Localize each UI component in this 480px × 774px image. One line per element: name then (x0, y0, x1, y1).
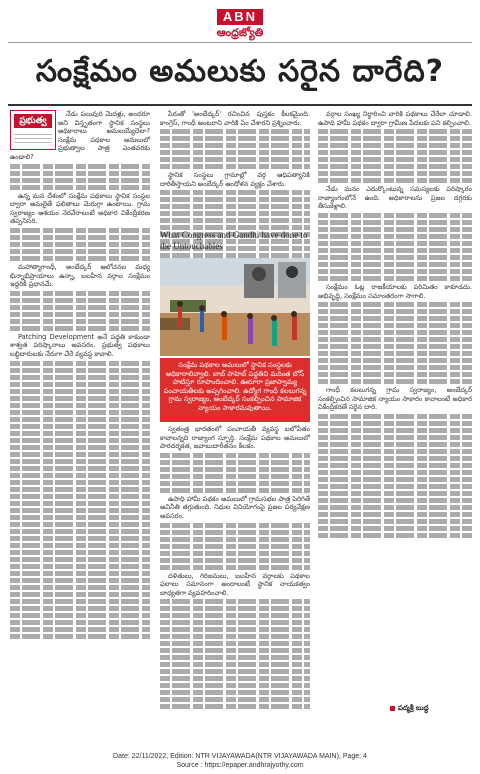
col2b-paragraph: ఉపాధి హామీ పథకం అమలులో గ్రామసభల పాత్ర పెరిగితే అవినీతి తగ్గుతుంది. నిధుల వినియోగంపై ప్రజల పర్యవేక్షణ అవసరం. (160, 494, 310, 520)
col2b-paragraph: దళితులు, గిరిజనులు, బలహీన వర్గాలకు పథకాల ఫలాలు సమానంగా అందాలంటే స్థానిక నాయకత్వం బాధ్యతగా వ్యవహరించాలి. (160, 571, 310, 597)
page-footer (0, 752, 480, 770)
workers-photo-illustration (160, 258, 310, 356)
col3-paragraph: గాంధీ కలలుగన్న గ్రామ స్వరాజ్యం, అంబేద్కర్ సంకల్పించిన సామాజిక న్యాయం సాకారం కావాలంటే అధికార వికేంద్రీకరణే సరైన దారి. (318, 386, 472, 412)
article-column-3 (318, 110, 472, 718)
section-badge (10, 110, 56, 150)
badge-decoration (14, 131, 52, 146)
abn-logo (217, 6, 263, 40)
col1-paragraph: మహాత్మాగాంధీ, అంబేద్కర్ ఆలోచనల మధ్య భిన్నాభిప్రాయాలు ఉన్నా, బలహీన వర్గాల సంక్షేమం ఇద్దరికీ ప్రధానమే. (10, 262, 150, 289)
pull-quote: What Congress and Gandhi have done to the Untouchables (160, 230, 308, 251)
author-byline (390, 704, 429, 714)
headline-divider (8, 104, 472, 106)
col3-paragraph: నేడు మనం ఎదుర్కొంటున్న సమస్యలకు పరిష్కారం రాజ్యాంగంలోనే ఉంది. అధికారాలను ప్రజల దగ్గరకు తీసుకెళ్లాలి. (318, 185, 472, 211)
article-column-2-lower (160, 425, 310, 717)
brand-logo-text: ABN (217, 9, 263, 25)
col2-paragraph: స్థానిక సంస్థలు గ్రామాల్లో వర్గ ఆధిపత్యానికి దారితీస్తాయని అంబేద్కర్ ఆందోళన వ్యక్తం చేశారు. (160, 171, 310, 188)
article-column-1 (10, 110, 150, 718)
col1-paragraph: నేడు పలువురి మెదళ్లు, అందరూ అని విస్తృతంగా స్థానిక సంస్థలు అధికారాలు అమలయ్యేదెలా? సంక్షేమ పథకాల అమలులో ప్రభుత్వాల పాత్ర ఎంతవరకు ఉండాలి? (10, 110, 150, 161)
col3-paragraph: సంక్షేమం ఓట్ల రాజకీయాలకు పరిమితం కాకూడదు. అభివృద్ధి, సంక్షేమం సమాంతరంగా సాగాలి. (318, 282, 472, 300)
article-headline: సంక్షేమం అమలుకు సరైన దారేది? (35, 54, 445, 89)
footer-edition-info: Date: 22/11/2022, Edition: NTR VIJAYAWADA(NTR VIJAYAWADA MAIN), Page: 4 (113, 753, 367, 760)
byline-bullet-icon (390, 706, 395, 711)
photo-caption: సంక్షేమ పథకాల అమలులో స్థానిక సంస్థలకు అధికారాలివ్వాలి. బాబ్ సాహెబ్ పద్ధతిని మరింత బోస్ పాటిస్తూ రూపొందించాలి. ఊరూరా ప్రజాస్వామ్య పంచాయతీలకు అప్పగించాలి. ఉద్యోగ గాంధీ కలలుగన్న గ్రామ స్వరాజ్యం, అంబేద్కర్ సంకల్పించిన సామాజిక న్యాయం సాకారమవుతాయి. (160, 358, 310, 422)
masthead (0, 6, 480, 40)
top-divider (8, 42, 472, 43)
sub-brand-logo-text: ఆంధ్రజ్యోతి (216, 26, 264, 39)
col1-paragraph: ఉన్న మన దేశంలో సంక్షేమ పథకాలు స్థానిక సంస్థల ద్వారా అమలైతే ఫలితాలు మెరుగ్గా ఉంటాయి. గ్రామ స్వరాజ్యం ఆశయం నెరవేరాలంటే అధికార వికేంద్రీకరణ తప్పనిసరి. (10, 191, 150, 226)
footer-source-link[interactable]: Source : https://epaper.andhrajyothy.com (176, 762, 304, 769)
article-photo (160, 258, 310, 356)
col1-paragraph: Patching Development అనే పద్ధతి కాకుండా శాశ్వత పరిష్కారాలు అవసరం. ప్రభుత్వ పథకాలు లబ్ధిదారులకు నేరుగా చేరే వ్యవస్థ కావాలి. (10, 332, 150, 358)
col2-paragraph: పేరుతో 'అంబేద్కర్' రచించిన పుస్తకం కీలకమైంది. కాంగ్రెస్, గాంధీ అంటరాని వారికి ఏం చేశారని ప్రశ్నించారు. (160, 110, 310, 127)
section-badge-label: ప్రభుత్వ (14, 114, 52, 128)
col2b-paragraph: స్వతంత్ర భారతంలో పంచాయతీ వ్యవస్థ బలోపేతం కావాలన్నది రాజ్యాంగ స్ఫూర్తి. సంక్షేమ పథకాల అమలులో పారదర్శకత, జవాబుదారీతనం కీలకం. (160, 425, 310, 451)
author-name: పద్మశ్రీ బుధ్ధ (398, 704, 429, 712)
col3-paragraph: వర్గాల సంఖ్య నిర్ధారించి వారికి పథకాలు చేరేలా చూడాలి. ఉపాధి హామీ పథకం ద్వారా గ్రామీణ పేదలకు పని కల్పించాలి. (318, 110, 472, 127)
